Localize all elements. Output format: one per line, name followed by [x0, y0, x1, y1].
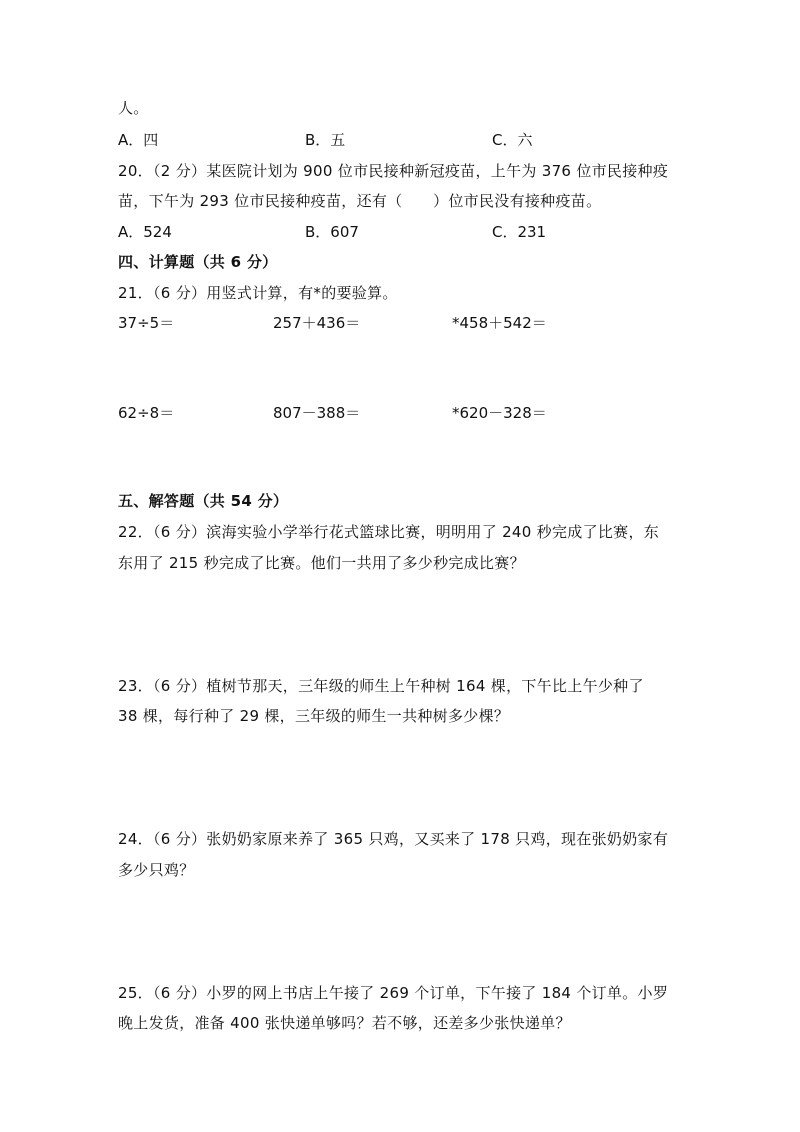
- q23-line-1: 23．（6 分）植树节那天，三年级的师生上午种树 164 棵，下午比上午少种了: [118, 677, 644, 695]
- q20-line-1: 20．（2 分）某医院计划为 900 位市民接种新冠疫苗，上午为 376 位市民接种疫: [118, 162, 669, 180]
- q19-option-b: B．五: [305, 131, 346, 149]
- q22-line-1: 22．（6 分）滨海实验小学举行花式篮球比赛，明明用了 240 秒完成了比赛，东: [118, 523, 660, 541]
- q20-option-a: A．524: [118, 223, 172, 241]
- q19-option-a: A．四: [118, 131, 159, 149]
- q23-line-2: 38 棵，每行种了 29 棵，三年级的师生一共种树多少棵？: [118, 707, 510, 725]
- q21-text: 21．（6 分）用竖式计算，有*的要验算。: [118, 284, 398, 302]
- section-5-heading: 五、解答题（共 54 分）: [118, 492, 289, 510]
- q20-option-b: B．607: [305, 223, 359, 241]
- q20-option-c: C．231: [492, 223, 547, 241]
- q24-line-1: 24．（6 分）张奶奶家原来养了 365 只鸡，又买来了 178 只鸡，现在张奶奶家有: [118, 830, 669, 848]
- q25-line-2: 晚上发货，准备 400 张快递单够吗？若不够，还差多少张快递单？: [118, 1014, 571, 1032]
- q19-continuation: 人。: [118, 99, 149, 117]
- calc-37-div-5: 37÷5＝: [118, 314, 175, 332]
- q25-line-1: 25．（6 分）小罗的网上书店上午接了 269 个订单，下午接了 184 个订单。小罗: [118, 984, 669, 1002]
- q20-line-2: 苗，下午为 293 位市民接种疫苗，还有（ ）位市民没有接种疫苗。: [118, 192, 602, 210]
- q24-line-2: 多少只鸡？: [118, 861, 195, 879]
- calc-62-div-8: 62÷8＝: [118, 404, 175, 422]
- q22-line-2: 东用了 215 秒完成了比赛。他们一共用了多少秒完成比赛？: [118, 554, 525, 572]
- section-4-heading: 四、计算题（共 6 分）: [118, 253, 278, 271]
- calc-807-minus-388: 807－388＝: [273, 404, 361, 422]
- calc-257-plus-436: 257＋436＝: [273, 314, 361, 332]
- calc-458-plus-542: *458＋542＝: [452, 314, 547, 332]
- calc-620-minus-328: *620－328＝: [452, 404, 547, 422]
- q19-option-c: C．六: [492, 131, 533, 149]
